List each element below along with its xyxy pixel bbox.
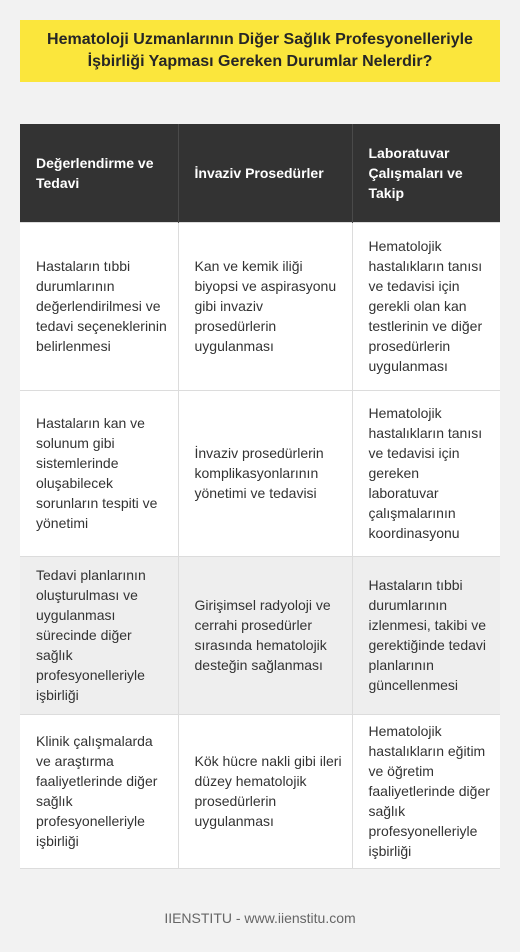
table-row — [20, 390, 500, 556]
table-cell: Kök hücre nakli gibi ileri düzey hematolojik prosedürlerin uygulanması — [178, 714, 352, 868]
table-cell: Hastaların tıbbi durumlarının değerlendirilmesi ve tedavi seçeneklerinin belirlenmesi — [20, 222, 178, 390]
table-cell: Girişimsel radyoloji ve cerrahi prosedürler sırasında hematolojik desteğin sağlanması — [178, 556, 352, 714]
table-cell: Hastaların tıbbi durumlarının izlenmesi, takibi ve gerektiğinde tedavi planlarının güncellenmesi — [352, 556, 500, 714]
column-header-laboratory: Laboratuvar Çalışmaları ve Takip — [352, 124, 500, 222]
column-header-evaluation: Değerlendirme ve Tedavi — [20, 124, 178, 222]
table-cell: Kan ve kemik iliği biyopsi ve aspirasyonu gibi invaziv prosedürlerin uygulanması — [178, 222, 352, 390]
table-row — [20, 556, 500, 714]
table-row — [20, 714, 500, 868]
table-cell: Klinik çalışmalarda ve araştırma faaliyetlerinde diğer sağlık profesyonelleriyle işbirliği — [20, 714, 178, 868]
table-cell: Hematolojik hastalıkların tanısı ve tedavisi için gerekli olan kan testlerinin ve diğer prosedürlerin uygulanması — [352, 222, 500, 390]
table-cell: Tedavi planlarının oluşturulması ve uygulanması sürecinde diğer sağlık profesyonelleriyle işbirliği — [20, 556, 178, 714]
table-cell: Hematolojik hastalıkların eğitim ve öğretim faaliyetlerinde diğer sağlık profesyonelleriyle işbirliği — [352, 714, 500, 868]
table-cell: İnvaziv prosedürlerin komplikasyonlarının yönetimi ve tedavisi — [178, 390, 352, 556]
table-cell: Hematolojik hastalıkların tanısı ve tedavisi için gereken laboratuvar çalışmalarının koordinasyonu — [352, 390, 500, 556]
column-header-invasive: İnvaziv Prosedürler — [178, 124, 352, 222]
table-row — [20, 222, 500, 390]
collaboration-table — [20, 124, 500, 869]
footer-credit: IIENSTITU - www.iienstitu.com — [164, 910, 356, 926]
page-title: Hematoloji Uzmanlarının Diğer Sağlık Profesyonelleriyle İşbirliği Yapması Gereken Durumlar Nelerdir? — [47, 31, 473, 70]
table-cell: Hastaların kan ve solunum gibi sistemlerinde oluşabilecek sorunların tespiti ve yönetimi — [20, 390, 178, 556]
table-header-row — [20, 124, 500, 222]
title-banner — [20, 20, 500, 82]
